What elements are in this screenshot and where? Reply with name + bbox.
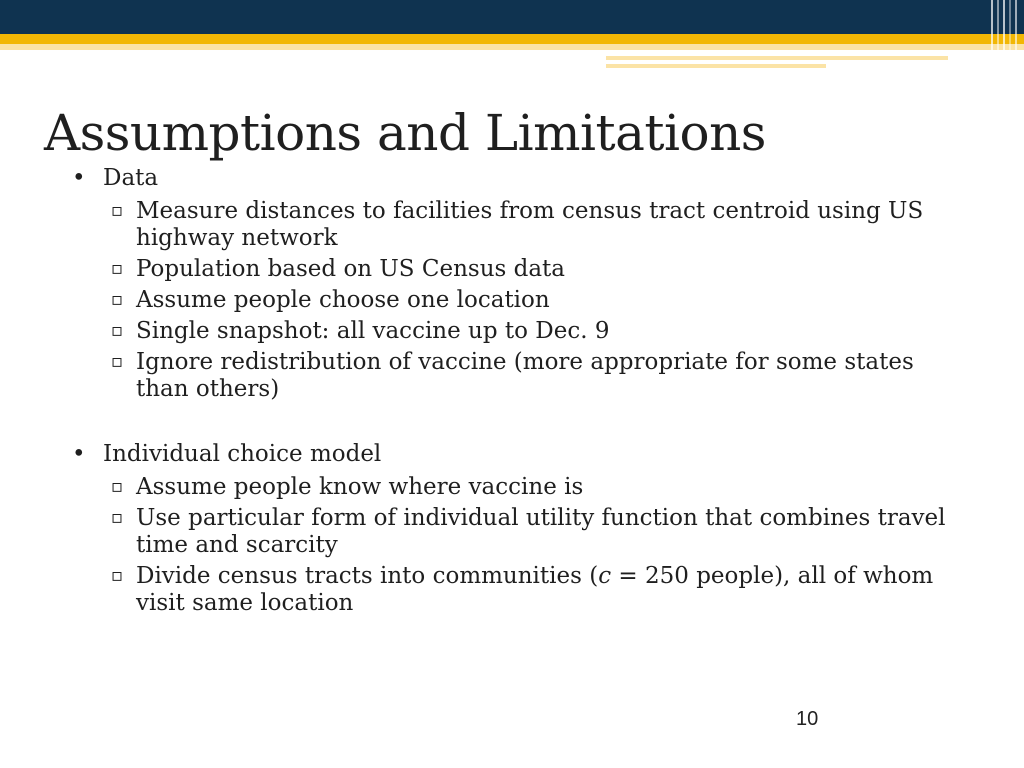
header-navy-band bbox=[0, 0, 1024, 34]
list-item: Measure distances to facilities from census tract centroid using US highway network bbox=[136, 198, 924, 251]
bullet-level2 bbox=[70, 505, 970, 559]
list-item: Assume people choose one location bbox=[136, 287, 550, 313]
bullet-level1 bbox=[70, 165, 970, 192]
header-gold-strip bbox=[606, 64, 826, 68]
list-item-text-before: Divide census tracts into communities ( bbox=[136, 563, 599, 589]
bullet-square-icon: ▫ bbox=[111, 320, 124, 341]
variable-c: c bbox=[598, 563, 612, 589]
bullet-square-icon: ▫ bbox=[111, 565, 124, 586]
list-item-text bbox=[136, 563, 933, 616]
bullet-square-icon: ▫ bbox=[111, 351, 124, 372]
bullet-level2 bbox=[70, 349, 970, 403]
bullet-square-icon: ▫ bbox=[111, 476, 124, 497]
bullet-square-icon: ▫ bbox=[111, 200, 124, 221]
list-item-text-after: = 250 people), all of whom visit same location bbox=[136, 563, 934, 616]
header-light-gold-band bbox=[0, 44, 1024, 50]
header-gold-band bbox=[0, 34, 1024, 44]
list-item: Population based on US Census data bbox=[136, 256, 566, 282]
bullet-square-icon: ▫ bbox=[111, 507, 124, 528]
slide-body bbox=[70, 165, 970, 621]
bullet-dot-icon: • bbox=[72, 441, 86, 467]
header-vertical-lines bbox=[989, 0, 1024, 72]
slide-number: 10 bbox=[796, 708, 819, 730]
bullet-level1 bbox=[70, 441, 970, 468]
bullet-level2 bbox=[70, 287, 970, 314]
bullet-dot-icon: • bbox=[72, 165, 86, 191]
bullet-level2 bbox=[70, 318, 970, 345]
bullet-level2 bbox=[70, 256, 970, 283]
list-item: Use particular form of individual utility function that combines travel time and scarcity bbox=[136, 505, 946, 558]
bullet-level2 bbox=[70, 563, 970, 617]
header-gold-strip bbox=[606, 56, 948, 60]
list-item: Ignore redistribution of vaccine (more appropriate for some states than others) bbox=[136, 349, 914, 402]
list-item: Assume people know where vaccine is bbox=[136, 474, 584, 500]
bullet-level2 bbox=[70, 198, 970, 252]
bullet-square-icon: ▫ bbox=[111, 258, 124, 279]
section-heading: Data bbox=[103, 165, 159, 191]
list-item: Single snapshot: all vaccine up to Dec. 9 bbox=[136, 318, 610, 344]
bullet-square-icon: ▫ bbox=[111, 289, 124, 310]
slide-title: Assumptions and Limitations bbox=[44, 104, 766, 162]
section-heading: Individual choice model bbox=[103, 441, 382, 467]
bullet-level2 bbox=[70, 474, 970, 501]
